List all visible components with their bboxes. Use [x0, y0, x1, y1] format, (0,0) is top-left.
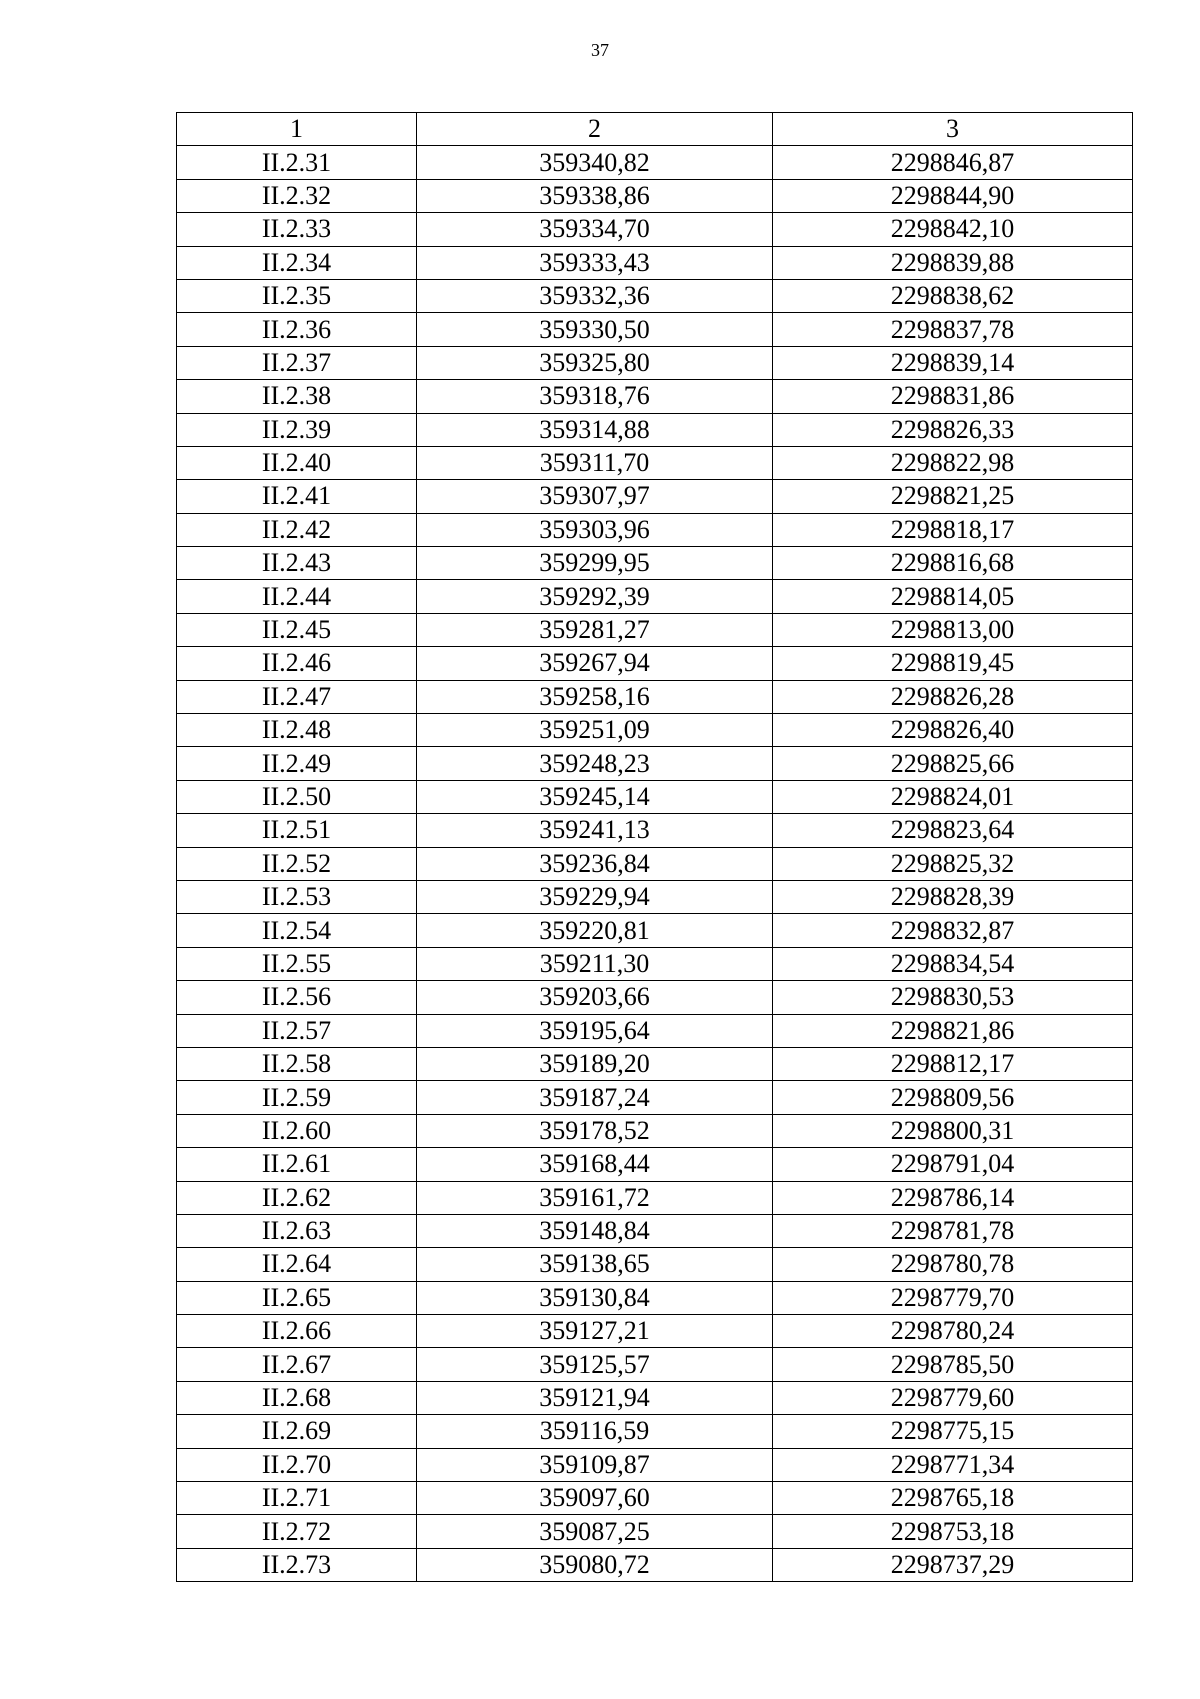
point-id-cell: II.2.57 — [177, 1014, 417, 1047]
x-coordinate-cell: 359299,95 — [417, 547, 773, 580]
y-coordinate-cell: 2298800,31 — [773, 1114, 1133, 1147]
table-row — [177, 1014, 1133, 1047]
column-header-1: 1 — [177, 113, 417, 146]
y-coordinate-cell: 2298837,78 — [773, 313, 1133, 346]
y-coordinate-cell: 2298765,18 — [773, 1482, 1133, 1515]
table-row — [177, 480, 1133, 513]
point-id-cell: II.2.65 — [177, 1281, 417, 1314]
x-coordinate-cell: 359267,94 — [417, 647, 773, 680]
y-coordinate-cell: 2298814,05 — [773, 580, 1133, 613]
x-coordinate-cell: 359125,57 — [417, 1348, 773, 1381]
x-coordinate-cell: 359332,36 — [417, 279, 773, 312]
x-coordinate-cell: 359311,70 — [417, 446, 773, 479]
point-id-cell: II.2.46 — [177, 647, 417, 680]
table-header — [177, 113, 1133, 146]
table-row — [177, 981, 1133, 1014]
x-coordinate-cell: 359116,59 — [417, 1415, 773, 1448]
page-number: 37 — [591, 40, 609, 60]
y-coordinate-cell: 2298838,62 — [773, 279, 1133, 312]
x-coordinate-cell: 359314,88 — [417, 413, 773, 446]
column-header-3: 3 — [773, 113, 1133, 146]
y-coordinate-cell: 2298832,87 — [773, 914, 1133, 947]
point-id-cell: II.2.61 — [177, 1148, 417, 1181]
point-id-cell: II.2.44 — [177, 580, 417, 613]
table-row — [177, 1415, 1133, 1448]
y-coordinate-cell: 2298826,33 — [773, 413, 1133, 446]
point-id-cell: II.2.55 — [177, 947, 417, 980]
x-coordinate-cell: 359258,16 — [417, 680, 773, 713]
y-coordinate-cell: 2298823,64 — [773, 814, 1133, 847]
x-coordinate-cell: 359241,13 — [417, 814, 773, 847]
y-coordinate-cell: 2298737,29 — [773, 1548, 1133, 1581]
table-row — [177, 1448, 1133, 1481]
x-coordinate-cell: 359203,66 — [417, 981, 773, 1014]
table-row — [177, 580, 1133, 613]
y-coordinate-cell: 2298839,14 — [773, 346, 1133, 379]
point-id-cell: II.2.31 — [177, 146, 417, 179]
x-coordinate-cell: 359161,72 — [417, 1181, 773, 1214]
table-row — [177, 613, 1133, 646]
x-coordinate-cell: 359330,50 — [417, 313, 773, 346]
point-id-cell: II.2.48 — [177, 714, 417, 747]
table-row — [177, 279, 1133, 312]
y-coordinate-cell: 2298771,34 — [773, 1448, 1133, 1481]
point-id-cell: II.2.39 — [177, 413, 417, 446]
point-id-cell: II.2.56 — [177, 981, 417, 1014]
point-id-cell: II.2.71 — [177, 1482, 417, 1515]
table-row — [177, 680, 1133, 713]
point-id-cell: II.2.67 — [177, 1348, 417, 1381]
table-row — [177, 1114, 1133, 1147]
y-coordinate-cell: 2298822,98 — [773, 446, 1133, 479]
y-coordinate-cell: 2298791,04 — [773, 1148, 1133, 1181]
y-coordinate-cell: 2298775,15 — [773, 1415, 1133, 1448]
x-coordinate-cell: 359251,09 — [417, 714, 773, 747]
point-id-cell: II.2.69 — [177, 1415, 417, 1448]
y-coordinate-cell: 2298831,86 — [773, 380, 1133, 413]
table-row — [177, 213, 1133, 246]
y-coordinate-cell: 2298825,66 — [773, 747, 1133, 780]
y-coordinate-cell: 2298834,54 — [773, 947, 1133, 980]
y-coordinate-cell: 2298839,88 — [773, 246, 1133, 279]
y-coordinate-cell: 2298786,14 — [773, 1181, 1133, 1214]
point-id-cell: II.2.63 — [177, 1214, 417, 1247]
table-row — [177, 880, 1133, 913]
y-coordinate-cell: 2298809,56 — [773, 1081, 1133, 1114]
x-coordinate-cell: 359333,43 — [417, 246, 773, 279]
y-coordinate-cell: 2298813,00 — [773, 613, 1133, 646]
table-row — [177, 780, 1133, 813]
y-coordinate-cell: 2298844,90 — [773, 179, 1133, 212]
coordinates-table — [176, 112, 1133, 1582]
x-coordinate-cell: 359325,80 — [417, 346, 773, 379]
point-id-cell: II.2.49 — [177, 747, 417, 780]
y-coordinate-cell: 2298812,17 — [773, 1047, 1133, 1080]
x-coordinate-cell: 359121,94 — [417, 1381, 773, 1414]
y-coordinate-cell: 2298781,78 — [773, 1214, 1133, 1247]
point-id-cell: II.2.73 — [177, 1548, 417, 1581]
y-coordinate-cell: 2298779,60 — [773, 1381, 1133, 1414]
table-row — [177, 947, 1133, 980]
point-id-cell: II.2.36 — [177, 313, 417, 346]
x-coordinate-cell: 359195,64 — [417, 1014, 773, 1047]
y-coordinate-cell: 2298818,17 — [773, 513, 1133, 546]
x-coordinate-cell: 359281,27 — [417, 613, 773, 646]
point-id-cell: II.2.40 — [177, 446, 417, 479]
x-coordinate-cell: 359292,39 — [417, 580, 773, 613]
point-id-cell: II.2.68 — [177, 1381, 417, 1414]
table-row — [177, 1515, 1133, 1548]
x-coordinate-cell: 359211,30 — [417, 947, 773, 980]
x-coordinate-cell: 359248,23 — [417, 747, 773, 780]
point-id-cell: II.2.37 — [177, 346, 417, 379]
table-row — [177, 1148, 1133, 1181]
x-coordinate-cell: 359334,70 — [417, 213, 773, 246]
point-id-cell: II.2.66 — [177, 1315, 417, 1348]
x-coordinate-cell: 359127,21 — [417, 1315, 773, 1348]
table-row — [177, 1248, 1133, 1281]
x-coordinate-cell: 359340,82 — [417, 146, 773, 179]
point-id-cell: II.2.59 — [177, 1081, 417, 1114]
point-id-cell: II.2.64 — [177, 1248, 417, 1281]
table-row — [177, 1214, 1133, 1247]
table-row — [177, 1348, 1133, 1381]
table-row — [177, 246, 1133, 279]
table-row — [177, 647, 1133, 680]
x-coordinate-cell: 359178,52 — [417, 1114, 773, 1147]
table-row — [177, 814, 1133, 847]
point-id-cell: II.2.38 — [177, 380, 417, 413]
point-id-cell: II.2.43 — [177, 547, 417, 580]
y-coordinate-cell: 2298780,78 — [773, 1248, 1133, 1281]
point-id-cell: II.2.53 — [177, 880, 417, 913]
x-coordinate-cell: 359245,14 — [417, 780, 773, 813]
table-row — [177, 413, 1133, 446]
point-id-cell: II.2.32 — [177, 179, 417, 212]
point-id-cell: II.2.58 — [177, 1047, 417, 1080]
point-id-cell: II.2.35 — [177, 279, 417, 312]
x-coordinate-cell: 359097,60 — [417, 1482, 773, 1515]
y-coordinate-cell: 2298753,18 — [773, 1515, 1133, 1548]
point-id-cell: II.2.47 — [177, 680, 417, 713]
x-coordinate-cell: 359229,94 — [417, 880, 773, 913]
table-row — [177, 1548, 1133, 1581]
table-row — [177, 1482, 1133, 1515]
y-coordinate-cell: 2298824,01 — [773, 780, 1133, 813]
x-coordinate-cell: 359168,44 — [417, 1148, 773, 1181]
point-id-cell: II.2.33 — [177, 213, 417, 246]
table-row — [177, 847, 1133, 880]
table-row — [177, 1081, 1133, 1114]
x-coordinate-cell: 359130,84 — [417, 1281, 773, 1314]
x-coordinate-cell: 359220,81 — [417, 914, 773, 947]
y-coordinate-cell: 2298826,40 — [773, 714, 1133, 747]
x-coordinate-cell: 359187,24 — [417, 1081, 773, 1114]
x-coordinate-cell: 359307,97 — [417, 480, 773, 513]
y-coordinate-cell: 2298826,28 — [773, 680, 1133, 713]
y-coordinate-cell: 2298821,86 — [773, 1014, 1133, 1047]
y-coordinate-cell: 2298828,39 — [773, 880, 1133, 913]
table-row — [177, 146, 1133, 179]
column-header-2: 2 — [417, 113, 773, 146]
point-id-cell: II.2.52 — [177, 847, 417, 880]
table-row — [177, 313, 1133, 346]
point-id-cell: II.2.72 — [177, 1515, 417, 1548]
point-id-cell: II.2.54 — [177, 914, 417, 947]
table-row — [177, 547, 1133, 580]
table-row — [177, 1047, 1133, 1080]
y-coordinate-cell: 2298846,87 — [773, 146, 1133, 179]
x-coordinate-cell: 359087,25 — [417, 1515, 773, 1548]
y-coordinate-cell: 2298825,32 — [773, 847, 1133, 880]
table-row — [177, 714, 1133, 747]
table-row — [177, 914, 1133, 947]
y-coordinate-cell: 2298821,25 — [773, 480, 1133, 513]
point-id-cell: II.2.42 — [177, 513, 417, 546]
point-id-cell: II.2.51 — [177, 814, 417, 847]
table-row — [177, 747, 1133, 780]
table-row — [177, 1315, 1133, 1348]
x-coordinate-cell: 359338,86 — [417, 179, 773, 212]
table-body — [177, 146, 1133, 1582]
point-id-cell: II.2.34 — [177, 246, 417, 279]
x-coordinate-cell: 359189,20 — [417, 1047, 773, 1080]
point-id-cell: II.2.70 — [177, 1448, 417, 1481]
table-row — [177, 1281, 1133, 1314]
table-row — [177, 380, 1133, 413]
point-id-cell: II.2.41 — [177, 480, 417, 513]
y-coordinate-cell: 2298816,68 — [773, 547, 1133, 580]
y-coordinate-cell: 2298842,10 — [773, 213, 1133, 246]
x-coordinate-cell: 359236,84 — [417, 847, 773, 880]
x-coordinate-cell: 359138,65 — [417, 1248, 773, 1281]
x-coordinate-cell: 359318,76 — [417, 380, 773, 413]
y-coordinate-cell: 2298830,53 — [773, 981, 1133, 1014]
point-id-cell: II.2.45 — [177, 613, 417, 646]
x-coordinate-cell: 359148,84 — [417, 1214, 773, 1247]
table-row — [177, 513, 1133, 546]
point-id-cell: II.2.50 — [177, 780, 417, 813]
y-coordinate-cell: 2298785,50 — [773, 1348, 1133, 1381]
y-coordinate-cell: 2298819,45 — [773, 647, 1133, 680]
table-header-row — [177, 113, 1133, 146]
point-id-cell: II.2.62 — [177, 1181, 417, 1214]
x-coordinate-cell: 359303,96 — [417, 513, 773, 546]
table-row — [177, 346, 1133, 379]
x-coordinate-cell: 359109,87 — [417, 1448, 773, 1481]
table-row — [177, 1381, 1133, 1414]
x-coordinate-cell: 359080,72 — [417, 1548, 773, 1581]
table-row — [177, 1181, 1133, 1214]
y-coordinate-cell: 2298779,70 — [773, 1281, 1133, 1314]
y-coordinate-cell: 2298780,24 — [773, 1315, 1133, 1348]
table-row — [177, 179, 1133, 212]
table-row — [177, 446, 1133, 479]
point-id-cell: II.2.60 — [177, 1114, 417, 1147]
